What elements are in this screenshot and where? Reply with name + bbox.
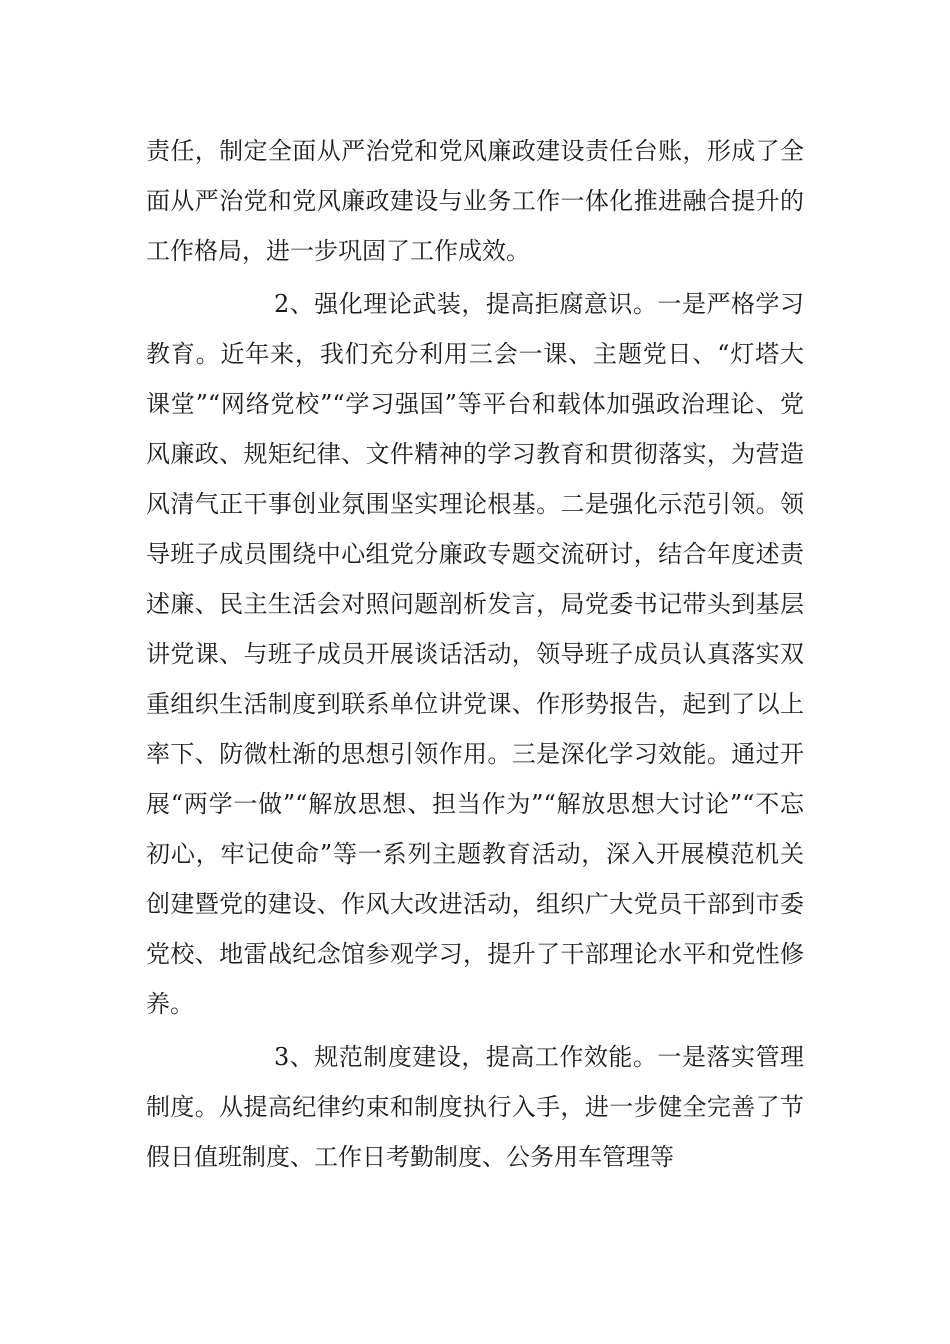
paragraph-section-3: 3、规范制度建设，提高工作效能。一是落实管理制度。从提高纪律约束和制度执行入手，进一步健全完善了节假日值班制度、工作日考勤制度、公务用车管理等 <box>146 1043 804 1171</box>
paragraph-continuation: 责任，制定全面从严治党和党风廉政建设责任台账，形成了全面从严治党和党风廉政建设与业务工作一体化推进融合提升的工作格局，进一步巩固了工作成效。 <box>146 137 804 265</box>
paragraph-section-2: 2、强化理论武装，提高拒腐意识。一是严格学习教育。近年来，我们充分利用三会一课、主题党日、“灯塔大课堂”“网络党校”“学习强国”等平台和载体加强政治理论、党风廉政、规矩纪律、文件精神的学习教育和贯彻落实，为营造风清气正干事创业氛围坚实理论根基。二是强化示范引领。领导班子成员围绕中心组党分廉政专题交流研讨，结合年度述责述廉、民主生活会对照问题剖析发言，局党委书记带头到基层讲党课、与班子成员开展谈话活动，领导班子成员认真落实双重组织生活制度到联系单位讲党课、作形势报告，起到了以上率下、防微杜渐的思想引领作用。三是深化学习效能。通过开展“两学一做”“解放思想、担当作为”“解放思想大讨论”“不忘初心，牢记使命”等一系列主题教育活动，深入开展模范机关创建暨党的建设、作风大改进活动，组织广大党员干部到市委党校、地雷战纪念馆参观学习，提升了干部理论水平和党性修养。 <box>146 290 804 1018</box>
document-body <box>146 126 804 1182</box>
